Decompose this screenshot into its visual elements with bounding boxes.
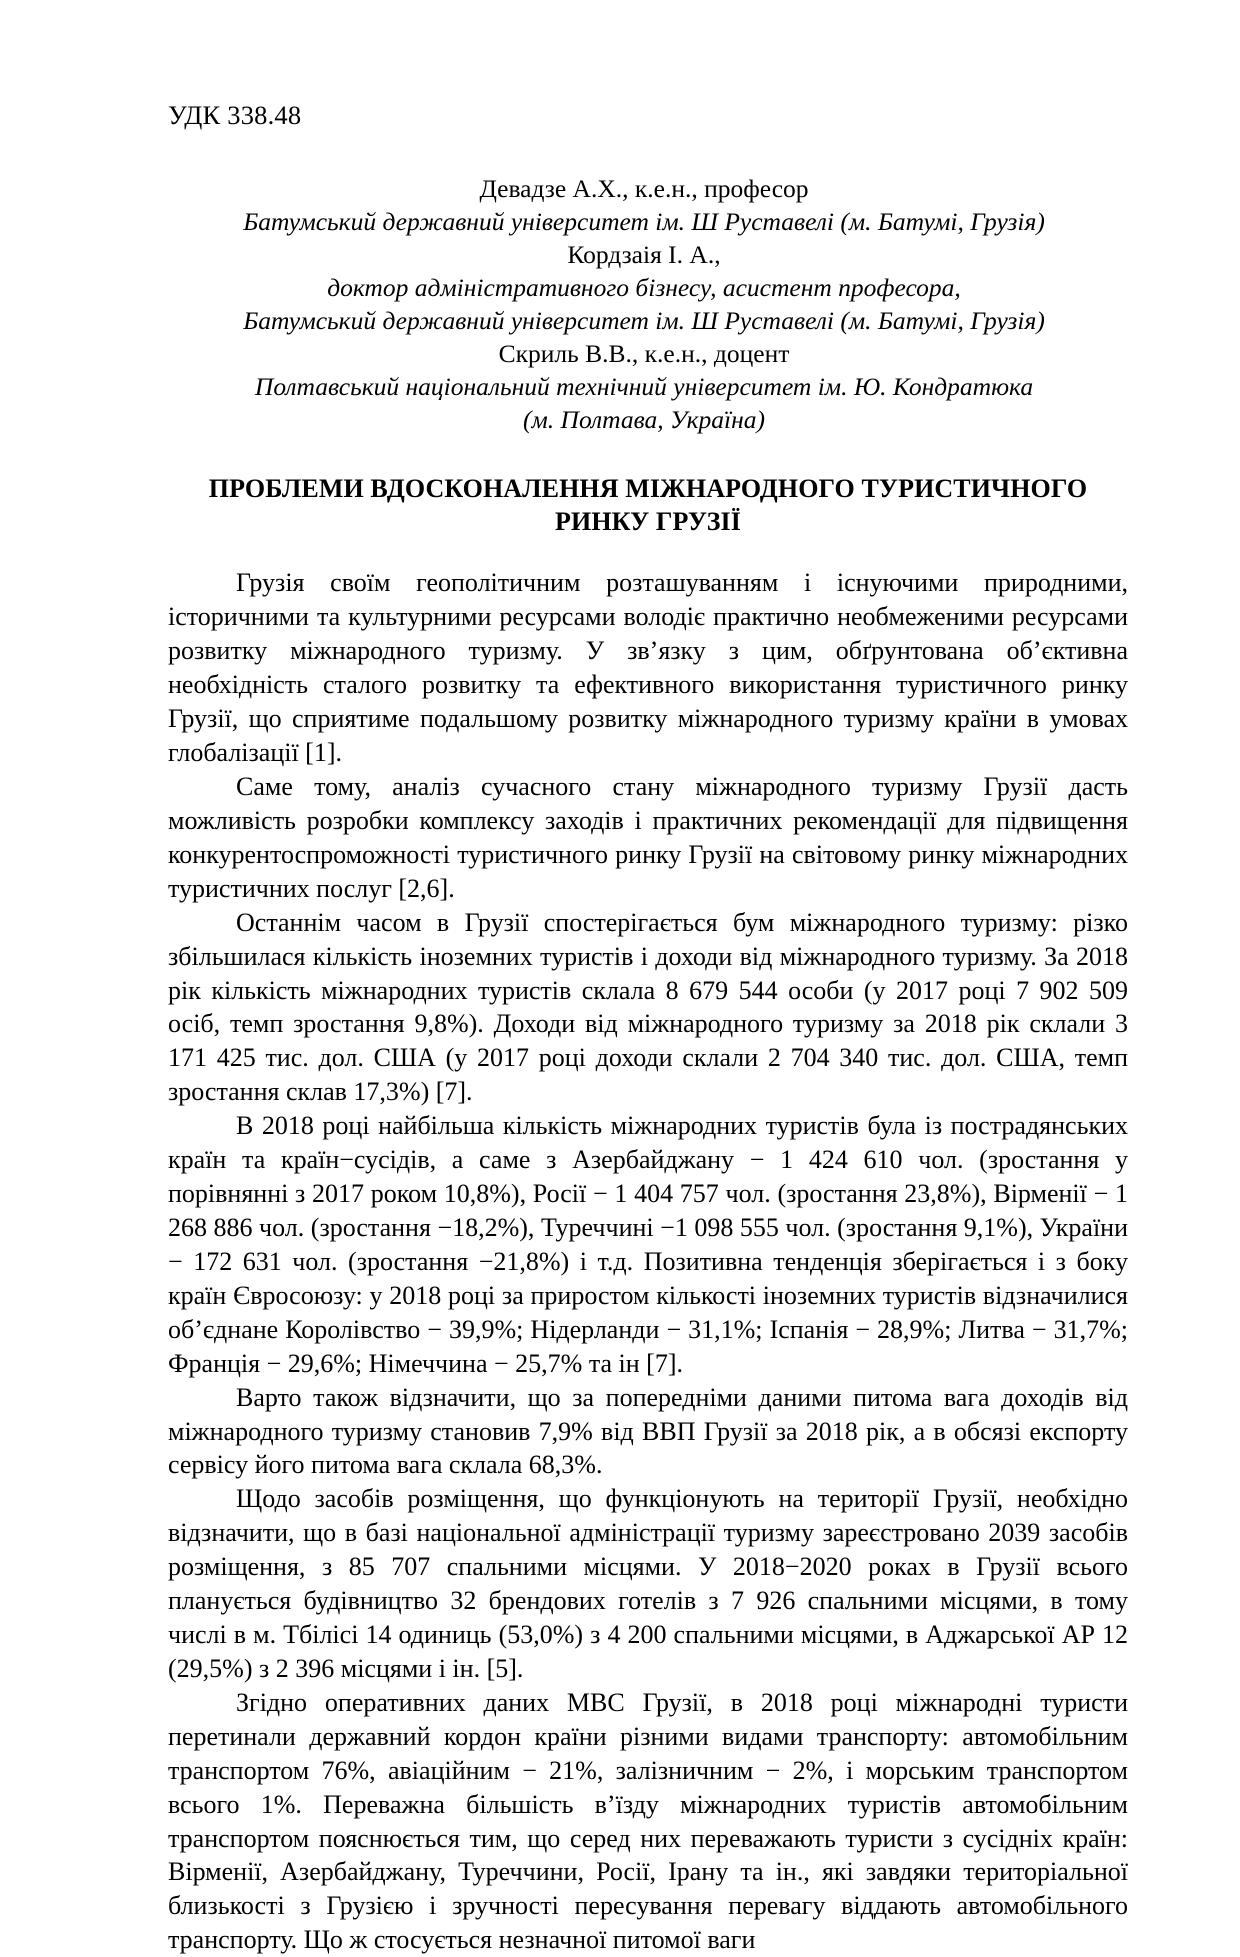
paragraph: Останнім часом в Грузії спостерігається бум міжнародного туризму: різко збільшилася кількість іноземних туристів і доходи від міжнародного туризму. За 2018 рік кількість міжнародних туристів склала 8 679 544 особи (у 2017 році 7 902 509 осіб, темп зростання 9,8%). Доходи від міжнародного туризму за 2018 рік склали 3 171 425 тис. дол. США (у 2017 році доходи склали 2 704 340 тис. дол. США, темп зростання склав 17,3%) [7].: [168, 907, 1128, 1107]
author-affiliation: (м. Полтава, Україна): [523, 404, 765, 434]
page-title: ПРОБЛЕМИ ВДОСКОНАЛЕННЯ МІЖНАРОДНОГО ТУРИСТИЧНОГО РИНКУ ГРУЗІЇ: [208, 473, 1088, 537]
author-name: Кордзаія І. А.,: [567, 239, 721, 269]
author-name: Скриль В.В., к.е.н., доцент: [498, 338, 790, 368]
author-affiliation: доктор адміністративного бізнесу, асистент професора,: [327, 272, 961, 302]
author-affiliation: Полтавський національний технічний університет ім. Ю. Кондратюка: [254, 371, 1034, 401]
author-block: [168, 172, 1128, 436]
article-body: [168, 566, 1128, 1957]
paragraph: Саме тому, аналіз сучасного стану міжнародного туризму Грузії дасть можливість розробки комплексу заходів і практичних рекомендації для підвищення конкурентоспроможності туристичного ринку Грузії на світовому ринку міжнародних туристичних послуг [2,6].: [168, 771, 1128, 903]
author-name: Девадзе А.Х., к.е.н., професор: [479, 173, 809, 203]
paragraph: Згідно оперативних даних МВС Грузії, в 2018 році міжнародні туристи перетинали державний кордон країни різними видами транспорту: автомобільним транспортом 76%, авіаційним − 21%, залізничним − 2%, і морським транспортом всього 1%. Переважна більшість в’їзду міжнародних туристів автомобільним транспортом пояснюється тим, що серед них переважають туристи з сусідніх країн: Вірменії, Азербайджану, Туреччини, Росії, Ірану та ін., які завдяки територіальної близькості з Грузією і зручності пересування перевагу віддають автомобільного транспорту. Що ж стосується незначної питомої ваги: [168, 1687, 1128, 1955]
author-affiliation: Батумський державний університет ім. Ш Руставелі (м. Батумі, Грузія): [243, 206, 1045, 236]
paragraph: В 2018 році найбільша кількість міжнародних туристів була із пострадянських країн та країн−сусідів, а саме з Азербайджану − 1 424 610 чол. (зростання у порівнянні з 2017 роком 10,8%), Росії − 1 404 757 чол. (зростання 23,8%), Вірменії − 1 268 886 чол. (зростання −18,2%), Туреччині −1 098 555 чол. (зростання 9,1%), України − 172 631 чол. (зростання −21,8%) і т.д. Позитивна тенденція зберігається і з боку країн Євросоюзу: у 2018 році за приростом кількості іноземних туристів відзначилися об’єднане Королівство − 39,9%; Нідерланди − 31,1%; Іспанія − 28,9%; Литва − 31,7%; Франція − 29,6%; Німеччина − 25,7% та ін [7].: [168, 1111, 1128, 1378]
udc-code: УДК 338.48: [168, 100, 302, 130]
paragraph: Щодо засобів розміщення, що функціонують на території Грузії, необхідно відзначити, що в базі національної адміністрації туризму зареєстровано 2039 засобів розміщення, з 85 707 спальними місцями. У 2018−2020 роках в Грузії всього планується будівництво 32 брендових готелів з 7 926 спальними місцями, в тому числі в м. Тбілісі 14 одиниць (53,0%) з 4 200 спальними місцями, в Аджарської АР 12 (29,5%) з 2 396 місцями і ін. [5].: [168, 1484, 1128, 1683]
paragraph: Грузія своїм геополітичним розташуванням і існуючими природними, історичними та культурними ресурсами володіє практично необмеженими ресурсами розвитку міжнародного туризму. У зв’язку з цим, обґрунтована об’єктивна необхідність сталого розвитку та ефективного використання туристичного ринку Грузії, що сприятиме подальшому розвитку міжнародного туризму країни в умовах глобалізації [1].: [168, 568, 1128, 768]
paragraph: Варто також відзначити, що за попередніми даними питома вага доходів від міжнародного туризму становив 7,9% від ВВП Грузії за 2018 рік, а в обсязі експорту сервісу його питома вага склала 68,3%.: [168, 1382, 1128, 1480]
author-affiliation: Батумський державний університет ім. Ш Руставелі (м. Батумі, Грузія): [243, 305, 1045, 335]
